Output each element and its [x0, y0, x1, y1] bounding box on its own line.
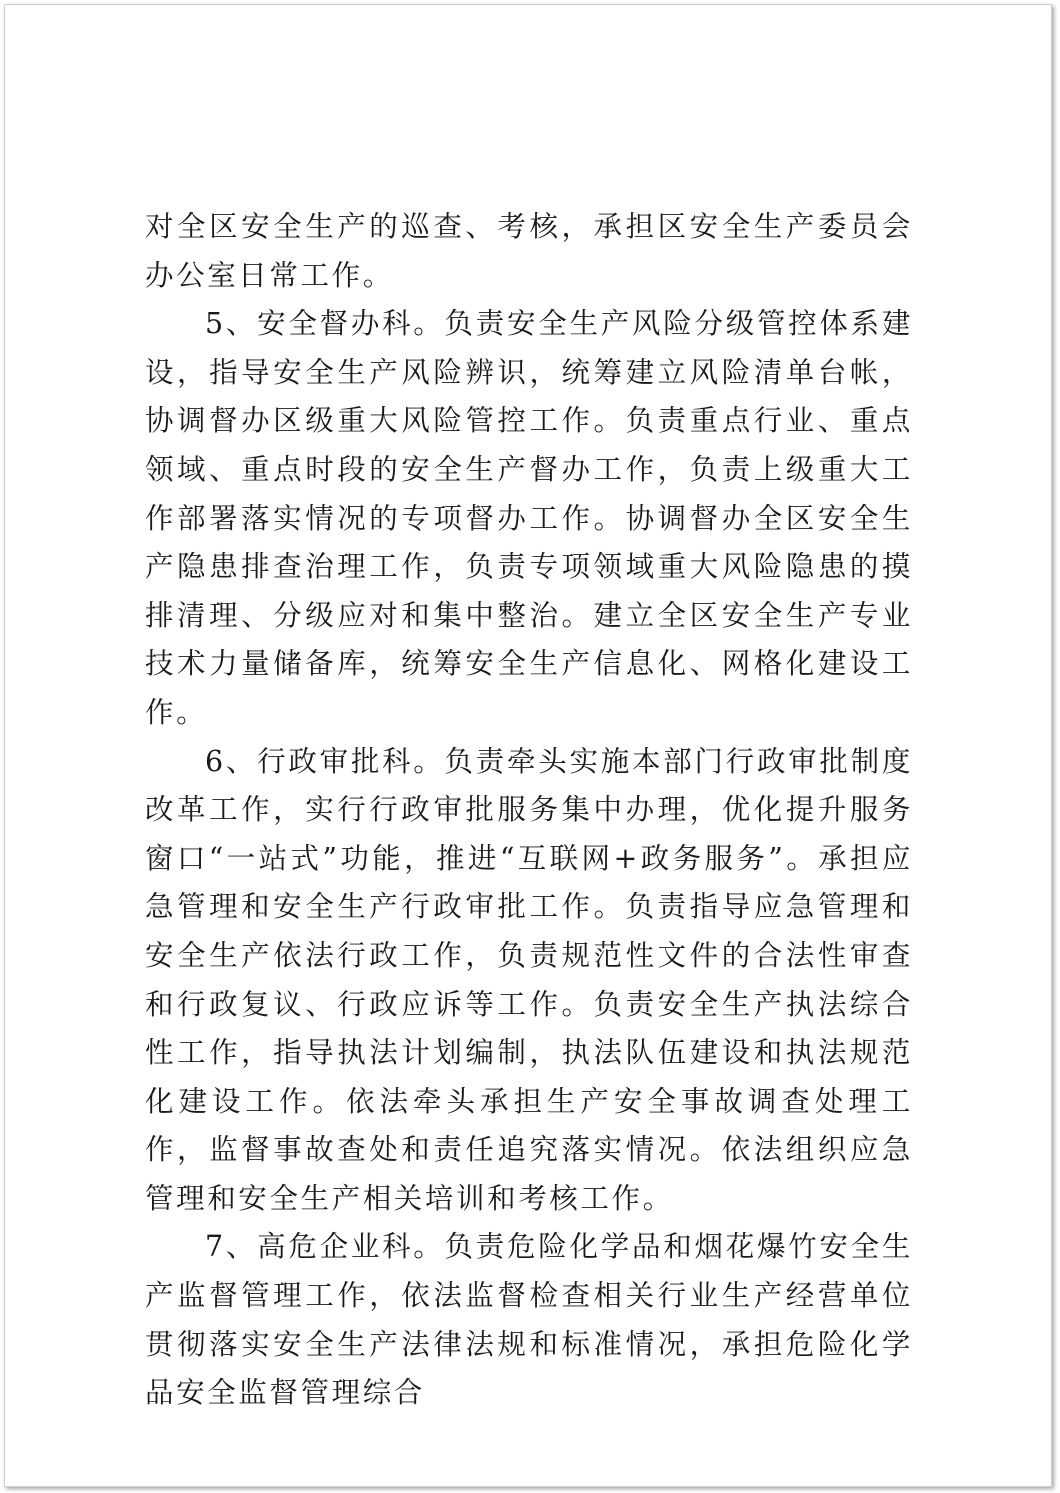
paragraph-high-risk-enterprise-section: 7、高危企业科。负责危险化学品和烟花爆竹安全生产监督管理工作，依法监督检查相关行业生产经营单位贯彻落实安全生产法律法规和标准情况，承担危险化学品安全监督管理综合 — [145, 1230, 913, 1410]
paragraph-administrative-approval-section: 6、行政审批科。负责牵头实施本部门行政审批制度改革工作，实行行政审批服务集中办理，优化提升服务窗口“一站式”功能，推进“互联网+政务服务”。承担应急管理和安全生产行政审批工作。负责指导应急管理和安全生产依法行政工作，负责规范性文件的合法性审查和行政复议、行政应诉等工作。负责安全生产执法综合性工作，指导执法计划编制，执法队伍建设和执法规范化建设工作。依法牵头承担生产安全事故调查处理工作，监督事故查处和责任追究落实情况。依法组织应急管理和安全生产相关培训和考核工作。 — [145, 744, 913, 1215]
document-page — [4, 4, 1052, 1487]
paragraph-continuation: 对全区安全生产的巡查、考核，承担区安全生产委员会办公室日常工作。 — [145, 210, 913, 292]
paragraph-safety-supervision-section: 5、安全督办科。负责安全生产风险分级管控体系建设，指导安全生产风险辨识，统筹建立风险清单台帐，协调督办区级重大风险管控工作。负责重点行业、重点领域、重点时段的安全生产督办工作，负责上级重大工作部署落实情况的专项督办工作。协调督办全区安全生产隐患排查治理工作，负责专项领域重大风险隐患的摸排清理、分级应对和集中整治。建立全区安全生产专业技术力量储备库，统筹安全生产信息化、网格化建设工作。 — [145, 307, 913, 729]
document-body — [145, 203, 913, 1418]
